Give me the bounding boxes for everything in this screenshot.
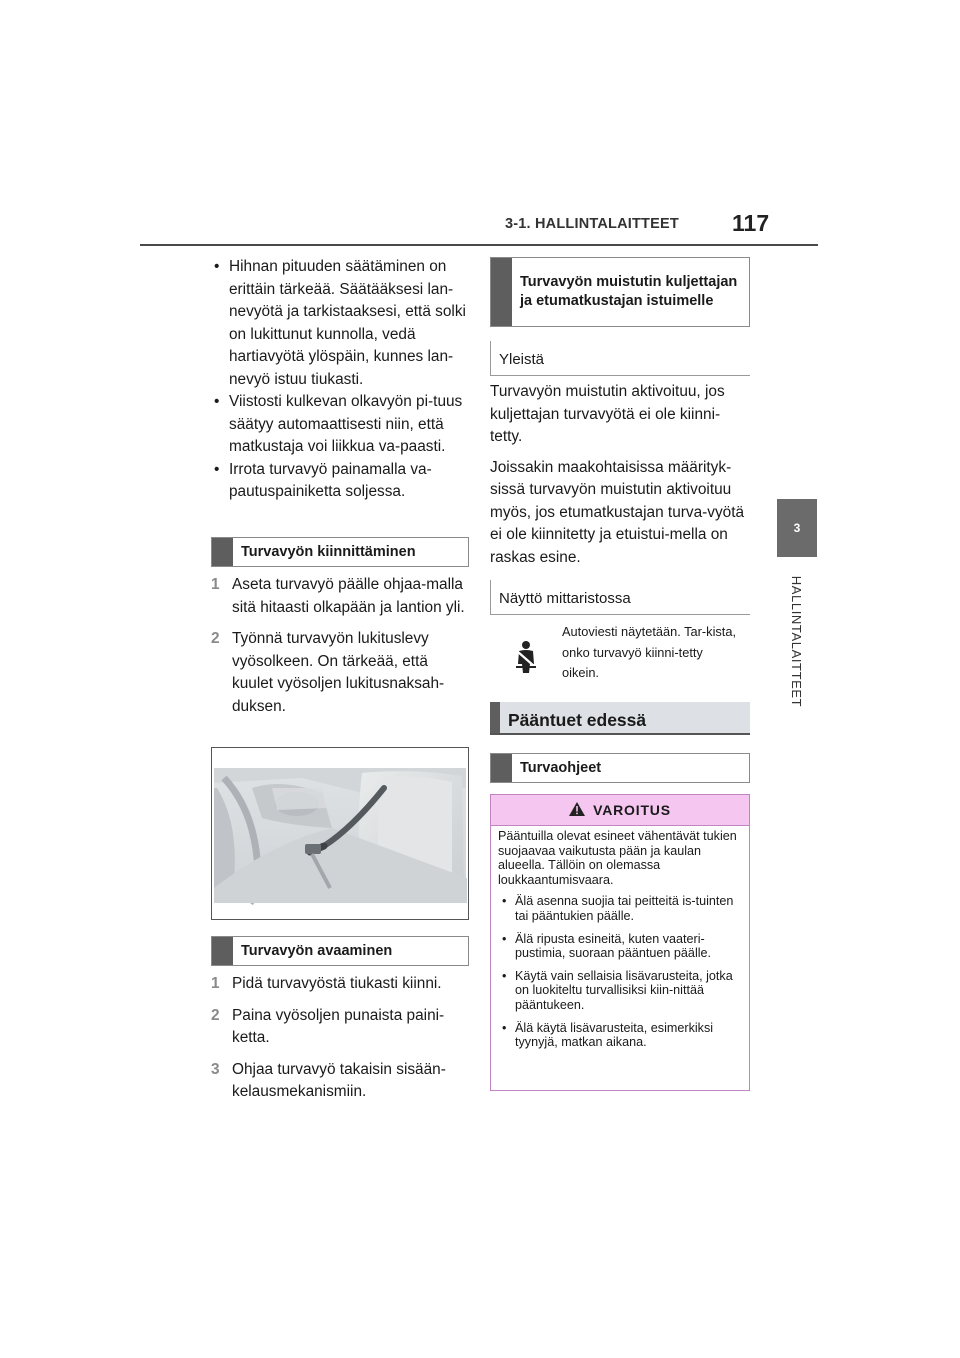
section-heading-bar <box>212 937 233 965</box>
section-heading-bar <box>212 538 233 566</box>
step-number: 2 <box>211 630 220 647</box>
paragraph: Joissakin maakohtaisissa määrityk-sissä turvavyön muistutin aktivoituu myös, jos etumatkustajan turva-vyötä ei ole kiinnitetty ja etuistui-mella on raskas esine. <box>490 458 745 566</box>
display-note: Autoviesti näytetään. Tar-kista, onko turvavyö kiinni-tetty oikein. <box>562 624 737 680</box>
seatbelt-figure <box>211 747 469 920</box>
step-text: Ohjaa turvavyö takaisin sisään-kelausmekanismiin. <box>232 1060 446 1100</box>
subheading-display: Näyttö mittaristossa <box>490 580 750 615</box>
seatbelt-warning-icon <box>513 640 539 674</box>
step-item <box>211 1005 469 1050</box>
warning-item: • Käytä vain sellaisia lisävarusteita, jotka on luokiteltu turvallisiksi kiin-nittää pääntukeen. <box>498 969 742 1013</box>
chapter-side-label: HALLINTALAITTEET <box>789 575 805 707</box>
warning-triangle-icon <box>569 802 585 819</box>
section-heading-bar <box>491 754 512 782</box>
paragraph: Turvavyön muistutin aktivoituu, jos kuljettajan turvavyötä ei ole kiinni-tetty. <box>490 383 725 445</box>
section-heading-fastening <box>211 537 469 567</box>
opening-steps <box>211 973 469 1113</box>
step-text: Työnnä turvavyön lukituslevy vyösolkeen. On tärkeää, että kuulet vyösoljen lukitusnaksah-duksen. <box>232 630 445 715</box>
step-item <box>211 574 469 619</box>
section-heading-title: Turvaohjeet <box>520 759 602 776</box>
section-heading-reminder <box>490 257 750 327</box>
intro-bullet: • Hihnan pituuden säätäminen on erittäin tärkeää. Säätääksesi lan-nevyötä ja tarkistaaksesi, että solki on lukittunut kunnolla, vedä hartiavyötä ylöspäin, kunnes lan-nevyö istuu tiukasti. <box>211 256 469 391</box>
section-heading-title: Turvavyön muistutin kuljettajan ja etumatkustajan istuimelle <box>520 274 738 309</box>
intro-bullet: • Irrota turvavyö painamalla va-pautuspainiketta soljessa. <box>211 459 469 504</box>
seatbelt-illustration <box>212 748 468 919</box>
step-text: Pidä turvavyöstä tiukasti kiinni. <box>232 975 442 992</box>
step-number: 1 <box>211 576 220 593</box>
step-number: 1 <box>211 975 220 992</box>
warning-item: • Älä ripusta esineitä, kuten vaateri-pustimia, suoraan pääntuen päälle. <box>498 932 742 961</box>
page-number: 117 <box>732 210 770 236</box>
step-number: 3 <box>211 1060 220 1078</box>
chapter-tab[interactable] <box>777 499 817 557</box>
warning-item: • Älä asenna suojia tai peitteitä is-tuinten tai pääntukien päälle. <box>498 894 742 923</box>
section-heading-title: Turvavyön avaaminen <box>241 942 393 959</box>
running-header-section: 3-1. HALLINTALAITTEET <box>505 216 679 232</box>
section-heading-bar <box>491 258 512 326</box>
warning-body <box>491 826 749 1068</box>
header-rule <box>140 244 818 246</box>
section-heading-bar <box>490 702 500 733</box>
warning-label: VAROITUS <box>593 802 671 818</box>
step-text: Paina vyösoljen punaista paini-ketta. <box>232 1006 445 1046</box>
reminder-paragraphs <box>490 381 752 569</box>
section-heading-safety <box>490 753 750 783</box>
step-text: Aseta turvavyö päälle ohjaa-malla sitä hitaasti olkapään ja lantion yli. <box>232 576 465 616</box>
step-number: 2 <box>211 1006 220 1024</box>
fastening-steps <box>211 574 469 727</box>
step-item <box>211 628 469 718</box>
chapter-tab-number: 3 <box>793 521 801 535</box>
section-heading-headrests <box>490 702 750 735</box>
section-heading-title: Pääntuet edessä <box>508 710 647 730</box>
step-item <box>211 1059 469 1104</box>
intro-bullet-list <box>211 256 469 504</box>
warning-box <box>490 794 750 1091</box>
warning-header <box>491 795 749 826</box>
warning-intro: Pääntuilla olevat esineet vähentävät tukien suojaavaa vaikutusta pään ja kaulan alueella. Tällöin on olemassa loukkaantumisvaara. <box>498 829 737 887</box>
warning-item: • Älä käytä lisävarusteita, esimerkiksi tyynyjä, matkan aikana. <box>498 1021 742 1050</box>
section-heading-title: Turvavyön kiinnittäminen <box>241 543 416 560</box>
warning-list <box>498 894 742 1049</box>
section-heading-opening <box>211 936 469 966</box>
step-item <box>211 973 469 996</box>
intro-bullet: • Viistosti kulkevan olkavyön pi-tuus säätyy automaattisesti niin, että matkustaja voi liikkua va-paasti. <box>211 391 469 459</box>
subheading-general: Yleistä <box>490 341 750 376</box>
